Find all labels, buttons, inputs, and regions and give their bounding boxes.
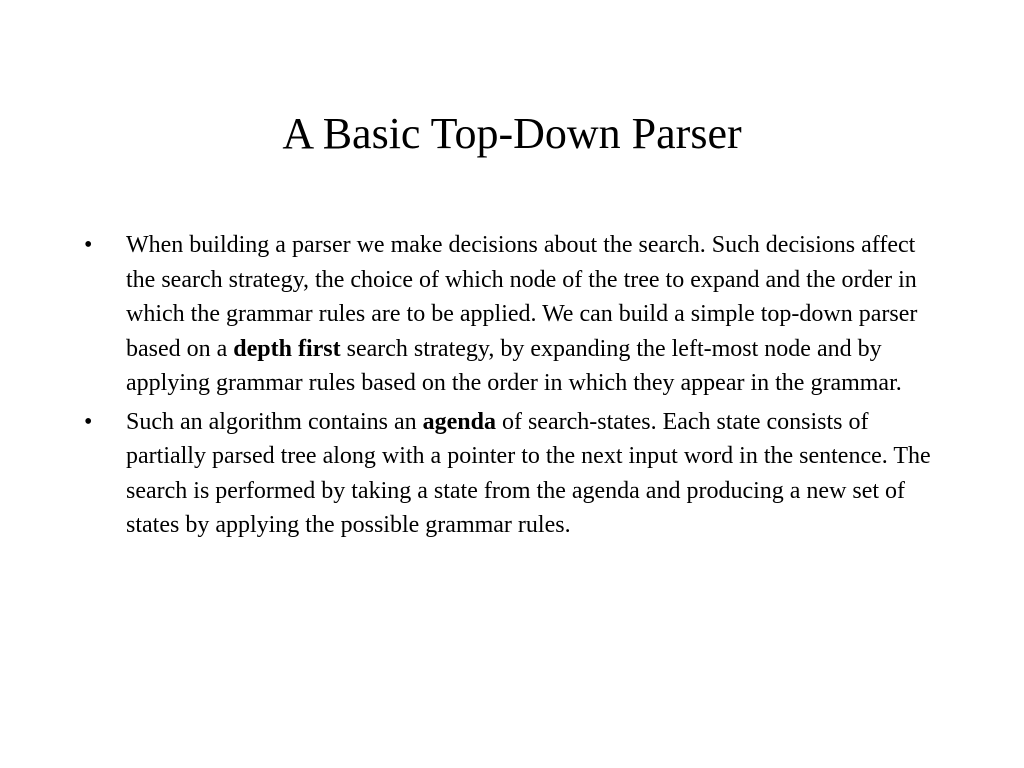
slide-title: A Basic Top-Down Parser <box>282 109 742 158</box>
bullet-text-part: Such an algorithm contains an <box>126 408 423 435</box>
bullet-item-2 <box>84 405 944 543</box>
bullet-bold-term: agenda <box>422 408 496 435</box>
bullet-marker: • <box>84 232 93 258</box>
bullet-item-1 <box>84 228 944 401</box>
bullet-bold-term: depth first <box>233 335 341 362</box>
bullet-text-part: search strategy, by expanding the left-most node and by applying grammar rules based on the order in which they appear in the grammar. <box>126 335 902 396</box>
bullet-text-part: When building a parser we make decisions about the search. Such decisions affect the search strategy, the choice of which node of the tree to expand and the order in which the grammar rules are to be applied. We can build a simple top-down parser based on a <box>126 232 918 362</box>
bullet-marker: • <box>84 408 93 435</box>
bullet-list <box>84 228 944 547</box>
bullet-text-part: of search-states. Each state consists of partially parsed tree along with a pointer to the next input word in the sentence. The search is performed by taking a state from the agenda and producing a new set of states by applying the possible grammar rules. <box>126 408 931 538</box>
